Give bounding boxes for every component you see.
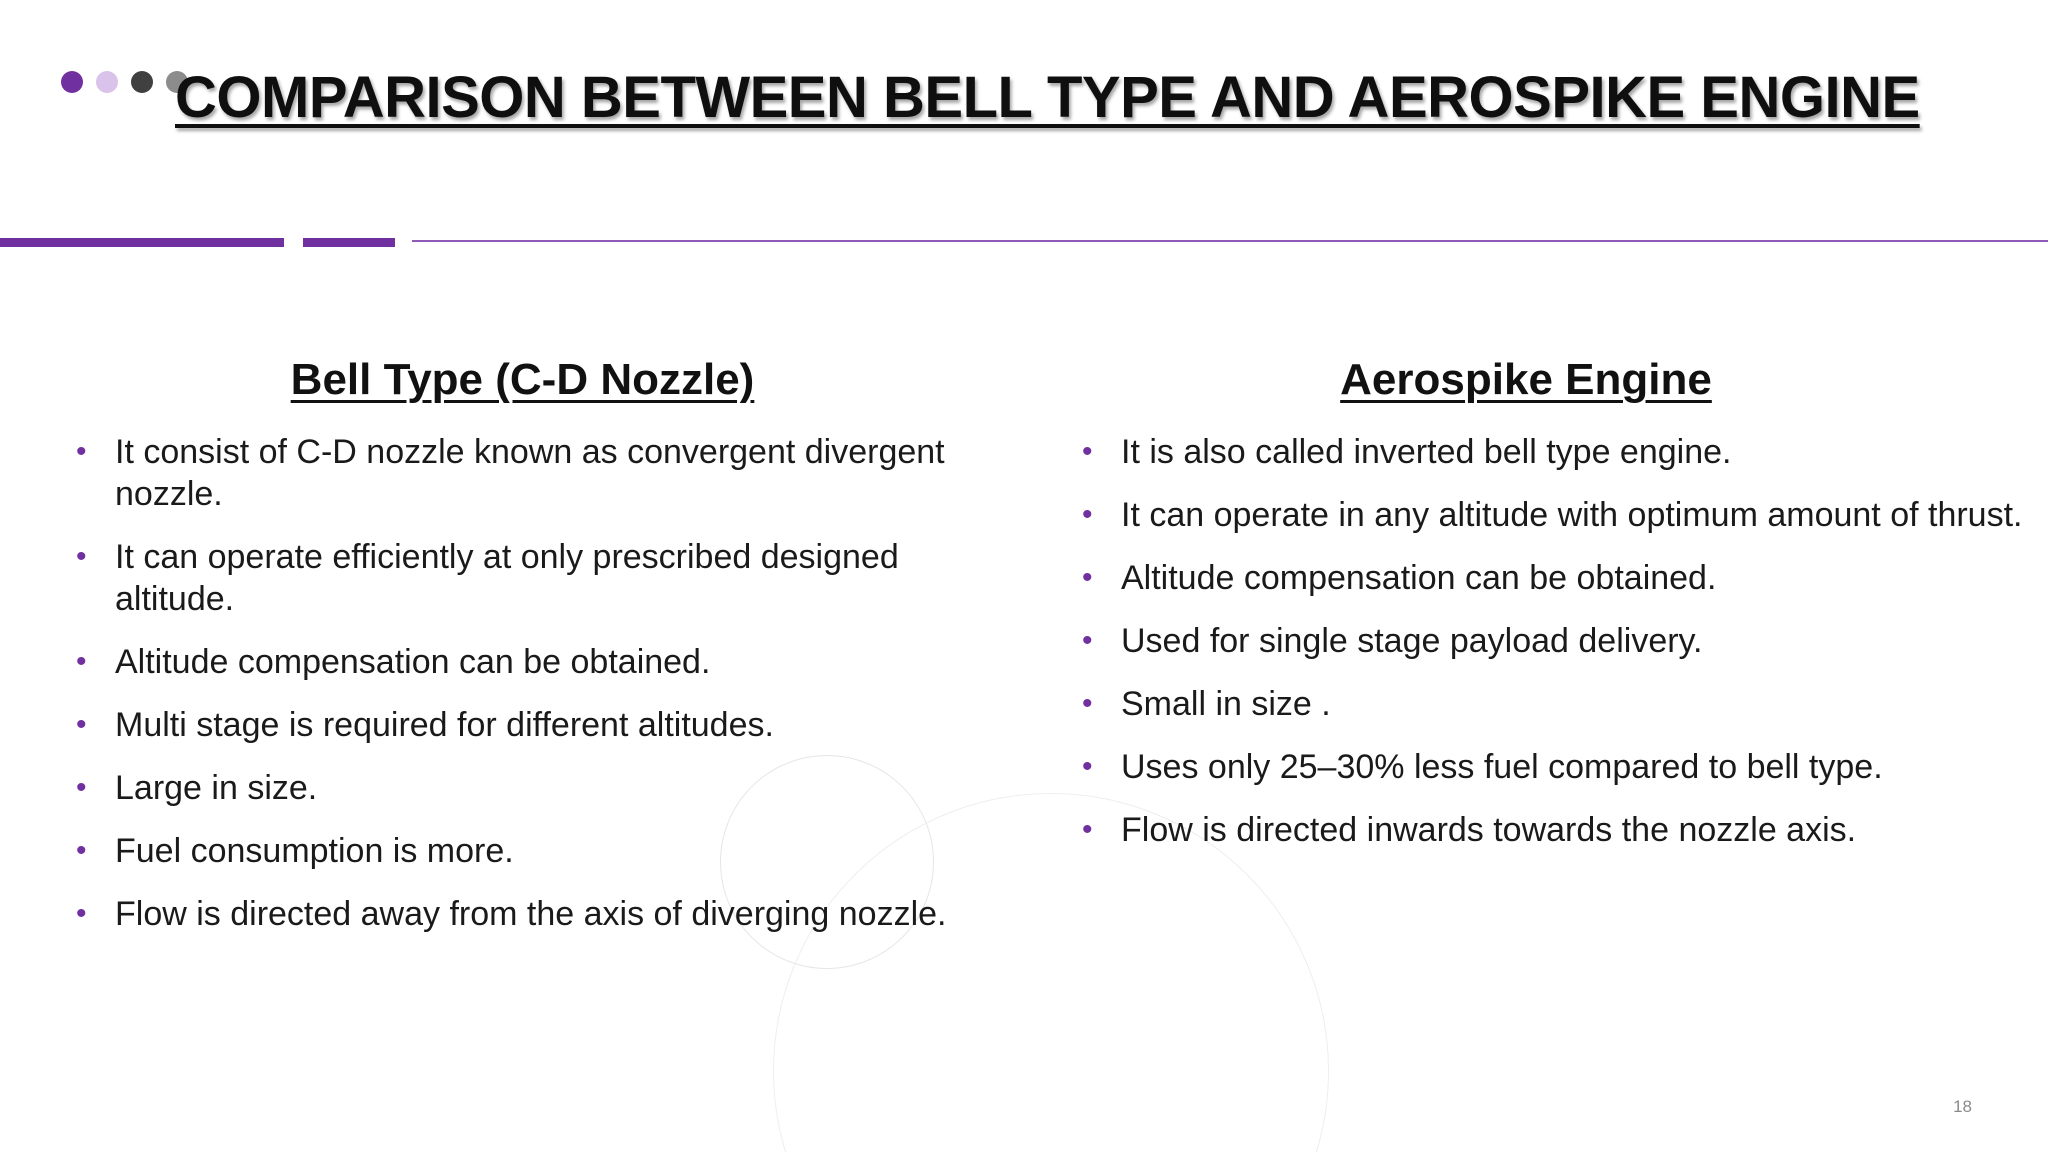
list-item: [1076, 431, 2048, 473]
list-item: [1076, 620, 2048, 662]
dot-dark-gray: [131, 71, 153, 93]
accent-bar-long: [0, 238, 284, 247]
aerospike-list: [1076, 431, 2023, 851]
slide-title: COMPARISON BETWEEN BELL TYPE AND AEROSPIKE ENGINE: [175, 65, 1920, 130]
list-item: [1076, 557, 2048, 599]
dot-purple: [61, 71, 83, 93]
list-item: [70, 830, 1015, 872]
bullet-icon: •: [1082, 750, 1093, 783]
list-item: [70, 431, 1015, 515]
list-item-text: Small in size .: [1121, 685, 1331, 723]
list-item: [1076, 494, 2048, 536]
list-item: [70, 767, 1015, 809]
list-item-text: It can operate efficiently at only prescribed designed altitude.: [115, 538, 899, 618]
list-item-text: It can operate in any altitude with optimum amount of thrust.: [1121, 496, 2023, 534]
list-item-text: Multi stage is required for different altitudes.: [115, 706, 774, 744]
divider-line: [412, 240, 2048, 242]
bullet-icon: •: [76, 645, 87, 678]
bullet-icon: •: [1082, 813, 1093, 846]
dot-lavender: [96, 71, 118, 93]
list-item: [70, 704, 1015, 746]
aerospike-column: [1076, 355, 2023, 872]
list-item-text: Flow is directed inwards towards the nozzle axis.: [1121, 811, 1857, 849]
bullet-icon: •: [1082, 687, 1093, 720]
bullet-icon: •: [1082, 561, 1093, 594]
aerospike-heading: Aerospike Engine: [1340, 355, 1712, 404]
list-item-text: It consist of C-D nozzle known as convergent divergent nozzle.: [115, 433, 945, 513]
list-item-text: Altitude compensation can be obtained.: [1121, 559, 1717, 597]
list-item: [70, 641, 1015, 683]
list-item-text: It is also called inverted bell type engine.: [1121, 433, 1732, 471]
bullet-icon: •: [76, 897, 87, 930]
bell-type-list: [70, 431, 1000, 935]
bullet-icon: •: [76, 540, 87, 573]
bullet-icon: •: [76, 834, 87, 867]
list-item-text: Large in size.: [115, 769, 318, 807]
bullet-icon: •: [76, 771, 87, 804]
page-number: 18: [1953, 1097, 1972, 1116]
list-item-text: Used for single stage payload delivery.: [1121, 622, 1703, 660]
bullet-icon: •: [1082, 624, 1093, 657]
decorative-dots: [61, 71, 188, 93]
bell-type-heading: Bell Type (C-D Nozzle): [290, 355, 755, 404]
list-item: [1076, 683, 2048, 725]
bullet-icon: •: [1082, 498, 1093, 531]
list-item: [70, 536, 1015, 620]
list-item: [1076, 809, 2048, 851]
list-item: [70, 893, 1015, 935]
accent-bar-short: [303, 238, 395, 247]
list-item: [1076, 746, 2048, 788]
list-item-text: Flow is directed away from the axis of diverging nozzle.: [115, 895, 947, 933]
list-item-text: Fuel consumption is more.: [115, 832, 514, 870]
list-item-text: Uses only 25–30% less fuel compared to bell type.: [1121, 748, 1883, 786]
bullet-icon: •: [76, 708, 87, 741]
bullet-icon: •: [1082, 435, 1093, 468]
list-item-text: Altitude compensation can be obtained.: [115, 643, 711, 681]
bell-type-column: [70, 355, 1000, 956]
bullet-icon: •: [76, 435, 87, 468]
